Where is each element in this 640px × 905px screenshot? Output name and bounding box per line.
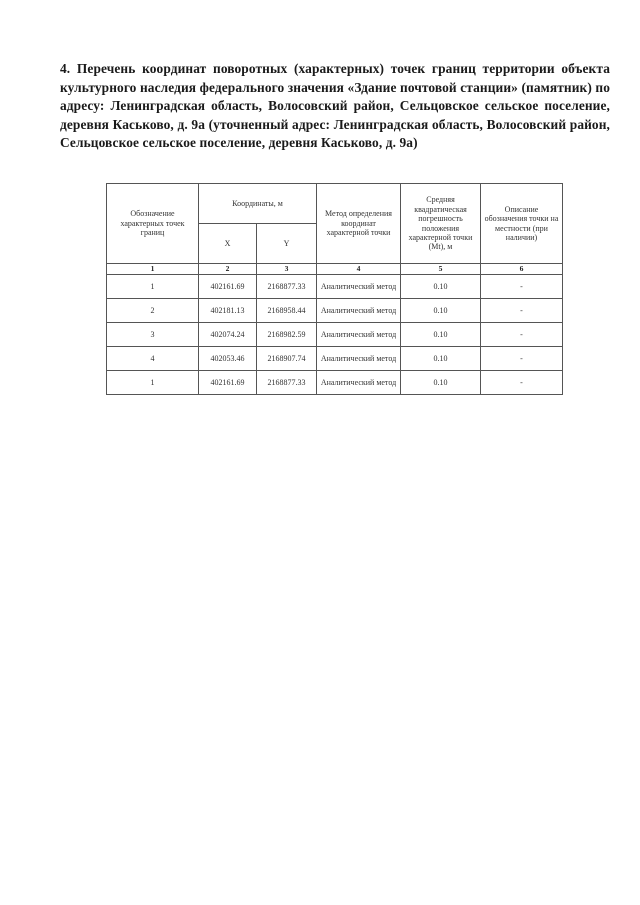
header-x: X [199,224,257,264]
cell-point: 3 [107,323,199,347]
table-row [107,299,563,323]
cell-error: 0.10 [401,323,481,347]
cell-error: 0.10 [401,371,481,395]
column-number: 6 [481,264,563,275]
cell-point: 1 [107,275,199,299]
column-number: 2 [199,264,257,275]
cell-error: 0.10 [401,347,481,371]
column-number: 1 [107,264,199,275]
cell-point: 4 [107,347,199,371]
header-error: Средняя квадратическая погрешность положения характерной точки (Mt), м [401,184,481,264]
section-heading: 4. Перечень координат поворотных (характерных) точек границ территории объекта культурного наследия федерального значения «Здание почтовой станции» (памятник) по адресу: Ленинградская область, Волосовский район, Сельцовское сельское поселение, деревня Каськово, д. 9а (уточненный адрес: Ленинградская область, Волосовский район, Сельцовское сельское поселение, деревня Каськово, д. 9а) [60,61,610,151]
coordinates-table [106,183,563,395]
column-number: 3 [257,264,317,275]
cell-point: 2 [107,299,199,323]
header-coordinates: Координаты, м [199,184,317,224]
column-number: 5 [401,264,481,275]
cell-x: 402053.46 [199,347,257,371]
cell-y: 2168907.74 [257,347,317,371]
cell-y: 2168958.44 [257,299,317,323]
cell-description: - [481,347,563,371]
cell-method: Аналитический метод [317,371,401,395]
cell-error: 0.10 [401,275,481,299]
cell-description: - [481,323,563,347]
cell-method: Аналитический метод [317,299,401,323]
cell-description: - [481,299,563,323]
cell-x: 402161.69 [199,371,257,395]
cell-y: 2168877.33 [257,371,317,395]
table-header-row [107,184,563,224]
cell-error: 0.10 [401,299,481,323]
header-point-designation: Обозначение характерных точек границ [107,184,199,264]
coordinates-table-container [106,183,562,395]
table-row [107,347,563,371]
header-description: Описание обозначения точки на местности (при наличии) [481,184,563,264]
cell-y: 2168877.33 [257,275,317,299]
table-row [107,323,563,347]
cell-x: 402181.13 [199,299,257,323]
header-method: Метод определения координат характерной точки [317,184,401,264]
cell-method: Аналитический метод [317,275,401,299]
cell-method: Аналитический метод [317,347,401,371]
cell-point: 1 [107,371,199,395]
column-numbers-row [107,264,563,275]
cell-method: Аналитический метод [317,323,401,347]
column-number: 4 [317,264,401,275]
cell-y: 2168982.59 [257,323,317,347]
table-row [107,371,563,395]
table-row [107,275,563,299]
cell-description: - [481,371,563,395]
cell-x: 402074.24 [199,323,257,347]
cell-x: 402161.69 [199,275,257,299]
cell-description: - [481,275,563,299]
header-y: Y [257,224,317,264]
